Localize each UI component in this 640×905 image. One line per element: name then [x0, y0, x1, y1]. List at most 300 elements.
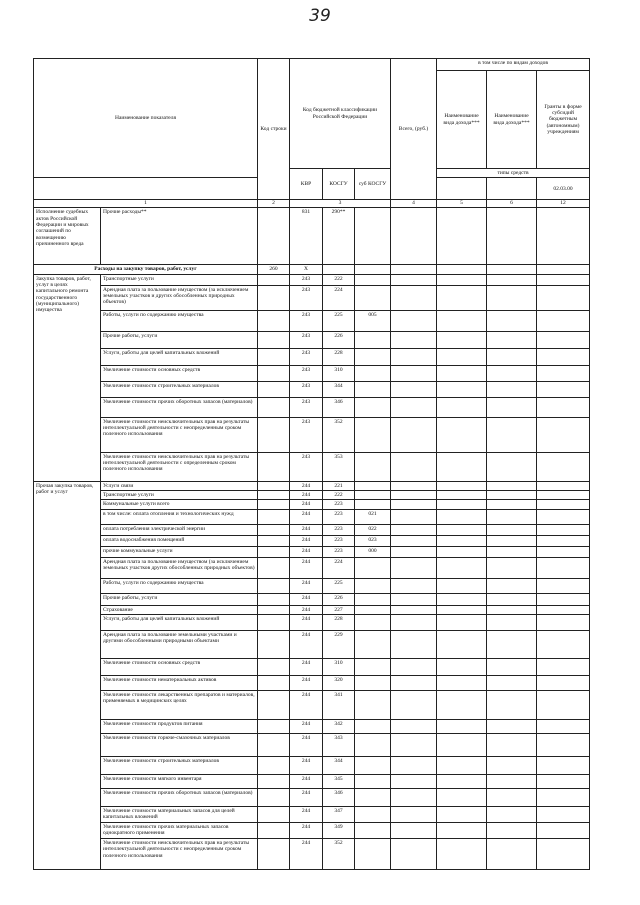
kosgu-cell: 341: [323, 690, 355, 719]
kosgu-cell: 226: [323, 331, 355, 348]
table-row: [34, 822, 590, 838]
sub-kosgu-cell: 000: [355, 546, 391, 557]
table-row: [34, 593, 590, 605]
table-row: [34, 788, 590, 806]
line-code-cell: [258, 605, 290, 614]
expense-name: оплата потребления электрической энергии: [101, 524, 258, 535]
income-cell: [437, 605, 487, 614]
income-cell: [487, 557, 537, 578]
total-cell: [391, 500, 437, 509]
kosgu-cell: 353: [323, 452, 355, 481]
table-row: [34, 274, 590, 285]
table-row: [34, 452, 590, 481]
income-cell: [437, 733, 487, 756]
total-cell: [391, 822, 437, 838]
total-cell: [391, 265, 437, 274]
kosgu-cell: 344: [323, 756, 355, 774]
income-cell: [487, 417, 537, 452]
sub-kosgu-cell: [355, 605, 391, 614]
income-cell: [487, 381, 537, 397]
expense-name: Увеличение стоимости строительных материалов: [101, 756, 258, 774]
income-cell: [487, 578, 537, 593]
kvr-cell: 244: [290, 605, 323, 614]
income-cell: [437, 822, 487, 838]
header-kosgu: КОСГУ: [323, 169, 355, 200]
kvr-cell: 244: [290, 756, 323, 774]
income-cell: [437, 381, 487, 397]
sub-kosgu-cell: [355, 822, 391, 838]
kvr-cell: 244: [290, 578, 323, 593]
expense-name: Увеличение стоимости горюче-смазочных материалов: [101, 733, 258, 756]
kvr-cell: 831: [290, 208, 323, 265]
income-cell: [487, 614, 537, 630]
kvr-cell: 244: [290, 546, 323, 557]
income-cell: [487, 822, 537, 838]
header-by-income-types: в том числе по видам доходов: [437, 59, 590, 71]
income-cell: [487, 605, 537, 614]
header-budget-classification: Код бюджетной классификации Российской Федерации: [290, 59, 391, 169]
sub-kosgu-cell: [355, 331, 391, 348]
income-cell: [487, 546, 537, 557]
grant-cell: [537, 733, 590, 756]
income-cell: [437, 452, 487, 481]
kosgu-cell: 224: [323, 285, 355, 310]
kosgu-cell: 223: [323, 524, 355, 535]
expense-name: Увеличение стоимости прочих материальных запасов однократного применения: [101, 822, 258, 838]
income-cell: [487, 365, 537, 381]
income-cell: [437, 348, 487, 365]
total-cell: [391, 310, 437, 331]
income-cell: [487, 535, 537, 546]
income-cell: [487, 733, 537, 756]
grant-cell: [537, 719, 590, 733]
line-code-cell: [258, 806, 290, 822]
total-cell: [391, 452, 437, 481]
column-number: 3: [290, 200, 391, 208]
kvr-cell: 243: [290, 397, 323, 417]
expense-name: Страхование: [101, 605, 258, 614]
line-code-cell: [258, 490, 290, 499]
kosgu-cell: 223: [323, 509, 355, 524]
kosgu-cell: 228: [323, 348, 355, 365]
sub-kosgu-cell: [355, 614, 391, 630]
income-cell: [437, 500, 487, 509]
kvr-cell: 244: [290, 535, 323, 546]
grant-cell: [537, 557, 590, 578]
income-cell: [487, 208, 537, 265]
grant-cell: [537, 788, 590, 806]
line-code-cell: [258, 614, 290, 630]
kvr-cell: 243: [290, 310, 323, 331]
line-code-cell: [258, 822, 290, 838]
summary-row-label: Расходы на закупку товаров, работ, услуг: [34, 265, 258, 274]
line-code-cell: [258, 452, 290, 481]
sub-kosgu-cell: [355, 285, 391, 310]
income-cell: [437, 417, 487, 452]
line-code-cell: [258, 690, 290, 719]
expense-name: прочие коммунальные услуги: [101, 546, 258, 557]
expense-name: Арендная плата за пользование имуществом (за исключением земельных участков других обособленных природных объектов): [101, 557, 258, 578]
expense-name: Увеличение стоимости материальных запасов для целей капитальных вложений: [101, 806, 258, 822]
total-cell: [391, 774, 437, 788]
total-cell: [391, 285, 437, 310]
expense-name: Прочие работы, услуги: [101, 331, 258, 348]
total-cell: [391, 481, 437, 490]
expense-name: Прочие расходы**: [101, 208, 258, 265]
sub-kosgu-cell: 021: [355, 509, 391, 524]
line-code-cell: [258, 675, 290, 690]
sub-kosgu-cell: [355, 578, 391, 593]
income-cell: [487, 452, 537, 481]
grant-cell: [537, 509, 590, 524]
income-cell: [437, 774, 487, 788]
column-number: 6: [487, 200, 537, 208]
line-code-cell: [258, 509, 290, 524]
table-row: [34, 524, 590, 535]
total-cell: [391, 690, 437, 719]
sub-kosgu-cell: [355, 500, 391, 509]
total-cell: [391, 417, 437, 452]
income-cell: [437, 719, 487, 733]
total-cell: [391, 365, 437, 381]
header-line-code: Код строки: [258, 59, 290, 200]
line-code-cell: [258, 733, 290, 756]
line-code-cell: [258, 348, 290, 365]
income-cell: [437, 675, 487, 690]
table-row: [34, 630, 590, 658]
kvr-cell: 244: [290, 733, 323, 756]
grant-cell: [537, 265, 590, 274]
header-blank-cell: [487, 178, 537, 200]
header-indicator-name: Наименование показателя: [34, 59, 258, 178]
income-cell: [487, 630, 537, 658]
grant-cell: [537, 348, 590, 365]
sub-kosgu-cell: [355, 381, 391, 397]
header-funds-code: 02.03.00: [537, 178, 590, 200]
expense-name: в том числе: оплата отопления и технологических нужд: [101, 509, 258, 524]
income-cell: [487, 719, 537, 733]
kosgu-cell: 223: [323, 500, 355, 509]
line-code-cell: [258, 208, 290, 265]
table-row: [34, 733, 590, 756]
total-cell: [391, 208, 437, 265]
kosgu-cell: 223: [323, 535, 355, 546]
total-cell: [391, 381, 437, 397]
kosgu-cell: 228: [323, 614, 355, 630]
kosgu-cell: 346: [323, 788, 355, 806]
sub-kosgu-cell: [355, 365, 391, 381]
expense-name: Увеличение стоимости прочих оборотных запасов (материалов): [101, 788, 258, 806]
group-label: Прочая закупка товаров, работ и услуг: [34, 481, 101, 869]
line-code-cell: [258, 658, 290, 675]
expense-name: Коммунальные услуги всего: [101, 500, 258, 509]
line-code-cell: [258, 381, 290, 397]
grant-cell: [537, 822, 590, 838]
table-row: [34, 481, 590, 490]
sub-kosgu-cell: [355, 690, 391, 719]
kosgu-cell: 224: [323, 557, 355, 578]
table-row: [34, 509, 590, 524]
sub-kosgu-cell: 023: [355, 535, 391, 546]
expense-name: Услуги, работы для целей капитальных вложений: [101, 348, 258, 365]
grant-cell: [537, 535, 590, 546]
income-cell: [487, 806, 537, 822]
expense-name: Увеличение стоимости прочих оборотных запасов (материалов): [101, 397, 258, 417]
column-numbers-row: [34, 200, 590, 208]
kosgu-cell: 226: [323, 593, 355, 605]
table-row: [34, 774, 590, 788]
header-blank-cell: [437, 178, 487, 200]
expense-name: Работы, услуги по содержанию имущества: [101, 578, 258, 593]
table-row: [34, 208, 590, 265]
kvr-cell: 244: [290, 500, 323, 509]
kosgu-cell: 346: [323, 397, 355, 417]
table-row: [34, 658, 590, 675]
kosgu-cell: 225: [323, 578, 355, 593]
line-code-cell: [258, 500, 290, 509]
expense-name: Работы, услуги по содержанию имущества: [101, 310, 258, 331]
income-cell: [437, 365, 487, 381]
income-cell: [437, 481, 487, 490]
sub-kosgu-cell: [355, 481, 391, 490]
header-sub-kosgu: суб КОСГУ: [355, 169, 391, 200]
header-income-name-2: Наименование вида дохода***: [487, 71, 537, 169]
total-cell: [391, 535, 437, 546]
income-cell: [437, 535, 487, 546]
grant-cell: [537, 806, 590, 822]
grant-cell: [537, 546, 590, 557]
table-row: [34, 690, 590, 719]
kosgu-cell: 349: [323, 822, 355, 838]
expense-name: Увеличение стоимости неисключительных прав на результаты интеллектуальной деятельности с неопределенным сроком полезного использования: [101, 838, 258, 869]
grant-cell: [537, 500, 590, 509]
grant-cell: [537, 381, 590, 397]
kosgu-cell: 347: [323, 806, 355, 822]
kvr-cell: 243: [290, 348, 323, 365]
income-cell: [487, 788, 537, 806]
income-cell: [487, 310, 537, 331]
kosgu-cell: 221: [323, 481, 355, 490]
column-number: 12: [537, 200, 590, 208]
grant-cell: [537, 397, 590, 417]
grant-cell: [537, 481, 590, 490]
expense-name: Транспортные услуги: [101, 490, 258, 499]
kvr-cell: 244: [290, 593, 323, 605]
table-row: [34, 500, 590, 509]
income-cell: [487, 285, 537, 310]
total-cell: [391, 509, 437, 524]
income-cell: [437, 331, 487, 348]
sub-kosgu-cell: [355, 274, 391, 285]
income-cell: [437, 285, 487, 310]
grant-cell: [537, 630, 590, 658]
line-code-cell: [258, 546, 290, 557]
line-code-cell: [258, 788, 290, 806]
total-cell: [391, 658, 437, 675]
summary-row-kvr: X: [290, 265, 323, 274]
total-cell: [391, 348, 437, 365]
table-row: [34, 546, 590, 557]
sub-kosgu-cell: [355, 348, 391, 365]
kosgu-cell: 352: [323, 838, 355, 869]
expense-name: Прочие работы, услуги: [101, 593, 258, 605]
line-code-cell: [258, 578, 290, 593]
kvr-cell: 244: [290, 788, 323, 806]
table-row: [34, 557, 590, 578]
income-cell: [487, 838, 537, 869]
income-cell: [437, 208, 487, 265]
kosgu-cell: 229: [323, 630, 355, 658]
kvr-cell: 243: [290, 274, 323, 285]
income-cell: [487, 774, 537, 788]
table-row: [34, 365, 590, 381]
total-cell: [391, 675, 437, 690]
income-cell: [487, 348, 537, 365]
grant-cell: [537, 310, 590, 331]
table-row: [34, 331, 590, 348]
expense-name: Услуги связи: [101, 481, 258, 490]
expense-name: Увеличение стоимости строительных материалов: [101, 381, 258, 397]
income-cell: [437, 838, 487, 869]
sub-kosgu-cell: [355, 557, 391, 578]
income-cell: [437, 509, 487, 524]
sub-kosgu-cell: [355, 756, 391, 774]
line-code-cell: [258, 719, 290, 733]
table-row: [34, 756, 590, 774]
page-number: 39: [309, 6, 331, 26]
sub-kosgu-cell: [355, 452, 391, 481]
total-cell: [391, 719, 437, 733]
sub-kosgu-cell: [355, 490, 391, 499]
grant-cell: [537, 756, 590, 774]
grant-cell: [537, 274, 590, 285]
line-code-cell: [258, 481, 290, 490]
income-cell: [437, 756, 487, 774]
line-code-cell: [258, 285, 290, 310]
kosgu-cell: 343: [323, 733, 355, 756]
line-code-cell: [258, 331, 290, 348]
income-cell: [487, 593, 537, 605]
income-cell: [437, 274, 487, 285]
income-cell: [437, 690, 487, 719]
total-cell: [391, 756, 437, 774]
income-cell: [487, 500, 537, 509]
expense-name: Арендная плата за пользование имуществом (за исключением земельных участков и других обособленных природных объектов): [101, 285, 258, 310]
total-cell: [391, 331, 437, 348]
income-cell: [487, 675, 537, 690]
kosgu-cell: 342: [323, 719, 355, 733]
kosgu-cell: 290**: [323, 208, 355, 265]
kosgu-cell: 222: [323, 490, 355, 499]
table-row: [34, 348, 590, 365]
expense-name: Увеличение стоимости основных средств: [101, 365, 258, 381]
income-cell: [437, 658, 487, 675]
table-row: [34, 838, 590, 869]
header-income-name-1: Наименование вида дохода***: [437, 71, 487, 169]
column-number: 5: [437, 200, 487, 208]
grant-cell: [537, 452, 590, 481]
expense-name: Увеличение стоимости продуктов питания: [101, 719, 258, 733]
expense-name: Арендная плата за пользование земельными участками и другими обособленными природными объектами: [101, 630, 258, 658]
line-code-cell: [258, 557, 290, 578]
line-code-cell: [258, 274, 290, 285]
line-code-cell: [258, 593, 290, 605]
header-total: Всего, (руб.): [391, 59, 437, 200]
expense-name: Транспортные услуги: [101, 274, 258, 285]
income-cell: [437, 310, 487, 331]
kvr-cell: 244: [290, 630, 323, 658]
line-code-cell: [258, 310, 290, 331]
table-row: [34, 535, 590, 546]
table-row: [34, 578, 590, 593]
header-kvr: КВР: [290, 169, 323, 200]
grant-cell: [537, 774, 590, 788]
column-number: 4: [391, 200, 437, 208]
total-cell: [391, 630, 437, 658]
table-row: [34, 381, 590, 397]
kvr-cell: 243: [290, 365, 323, 381]
income-cell: [437, 593, 487, 605]
expense-name: Увеличение стоимости лекарственных препаратов и материалов, применяемых в медицинских целях: [101, 690, 258, 719]
grant-cell: [537, 675, 590, 690]
sub-kosgu-cell: [355, 630, 391, 658]
table-row: [34, 285, 590, 310]
total-cell: [391, 733, 437, 756]
line-code-cell: [258, 417, 290, 452]
expense-name: Увеличение стоимости неисключительных прав на результаты интеллектуальной деятельности с определенным сроком полезного использования: [101, 452, 258, 481]
total-cell: [391, 557, 437, 578]
sub-kosgu-cell: [355, 675, 391, 690]
income-cell: [487, 397, 537, 417]
header-blank-cell: [34, 178, 258, 200]
sub-kosgu-cell: [355, 208, 391, 265]
kvr-cell: 244: [290, 675, 323, 690]
grant-cell: [537, 605, 590, 614]
expense-name: Увеличение стоимости нематериальных активов: [101, 675, 258, 690]
kvr-cell: 244: [290, 524, 323, 535]
income-cell: [437, 614, 487, 630]
sub-kosgu-cell: 005: [355, 310, 391, 331]
kosgu-cell: 225: [323, 310, 355, 331]
grant-cell: [537, 578, 590, 593]
income-cell: [487, 658, 537, 675]
kvr-cell: 244: [290, 806, 323, 822]
line-code-cell: [258, 397, 290, 417]
table-row: [34, 417, 590, 452]
summary-row: [34, 265, 590, 274]
line-code-cell: [258, 535, 290, 546]
kosgu-cell: 310: [323, 658, 355, 675]
income-cell: [437, 557, 487, 578]
total-cell: [391, 605, 437, 614]
kvr-cell: 243: [290, 285, 323, 310]
expense-name: оплата водоснабжения помещений: [101, 535, 258, 546]
kosgu-cell: 352: [323, 417, 355, 452]
income-cell: [437, 490, 487, 499]
sub-kosgu-cell: [355, 265, 391, 274]
kvr-cell: 244: [290, 509, 323, 524]
kosgu-cell: 227: [323, 605, 355, 614]
line-code-cell: [258, 838, 290, 869]
income-cell: [487, 690, 537, 719]
sub-kosgu-cell: 022: [355, 524, 391, 535]
header-funds-type: типы средств: [437, 169, 590, 178]
grant-cell: [537, 490, 590, 499]
kvr-cell: 244: [290, 481, 323, 490]
line-code-cell: [258, 630, 290, 658]
table-row: [34, 806, 590, 822]
kvr-cell: 244: [290, 614, 323, 630]
